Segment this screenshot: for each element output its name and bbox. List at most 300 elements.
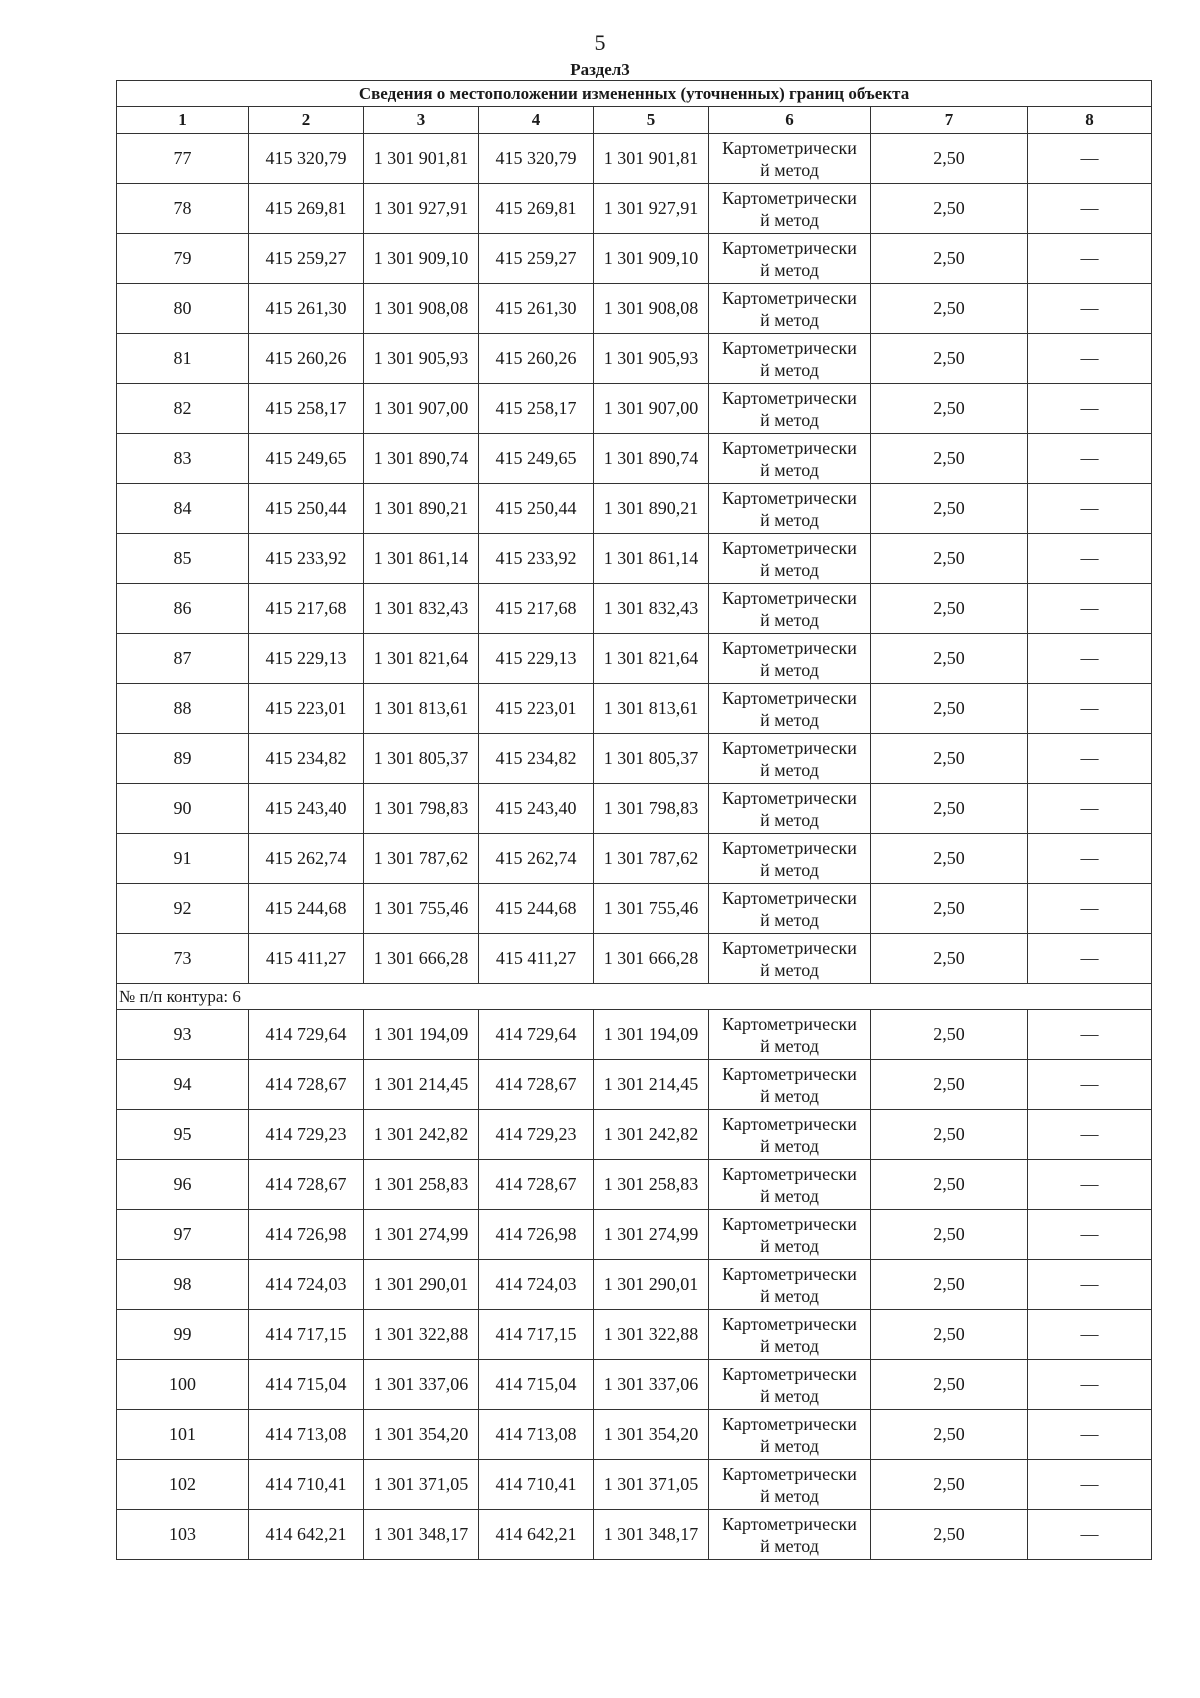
table-caption: Сведения о местоположении измененных (уточненных) границ объекта: [117, 81, 1152, 107]
table-row: [117, 534, 1152, 584]
method-cell: [709, 1510, 871, 1560]
accuracy-cell: 2,50: [871, 584, 1028, 634]
method-cell: [709, 184, 871, 234]
method-line-1: Картометрически: [722, 1113, 857, 1134]
note-cell: [1028, 1010, 1152, 1060]
dash-mark: —: [1080, 298, 1099, 318]
method-line-1: Картометрически: [722, 487, 857, 508]
y-new-cell: 1 301 861,14: [594, 534, 709, 584]
y-old-cell: 1 301 371,05: [364, 1460, 479, 1510]
note-cell: [1028, 634, 1152, 684]
y-new-cell: 1 301 787,62: [594, 834, 709, 884]
y-old-cell: 1 301 909,10: [364, 234, 479, 284]
point-number-cell: 102: [117, 1460, 249, 1510]
y-old-cell: 1 301 787,62: [364, 834, 479, 884]
method-line-2: й метод: [760, 459, 819, 480]
x-old-cell: 414 728,67: [249, 1160, 364, 1210]
accuracy-cell: 2,50: [871, 1360, 1028, 1410]
point-number-cell: 88: [117, 684, 249, 734]
note-cell: [1028, 534, 1152, 584]
method-line-1: Картометрически: [722, 1013, 857, 1034]
x-new-cell: 415 320,79: [479, 134, 594, 184]
point-number-cell: 91: [117, 834, 249, 884]
method-line-1: Картометрически: [722, 1063, 857, 1084]
method-cell: [709, 534, 871, 584]
method-cell: [709, 1310, 871, 1360]
table-row: [117, 1510, 1152, 1560]
dash-mark: —: [1080, 1024, 1099, 1044]
y-old-cell: 1 301 832,43: [364, 584, 479, 634]
x-new-cell: 415 249,65: [479, 434, 594, 484]
method-cell: [709, 434, 871, 484]
method-cell: [709, 734, 871, 784]
contour-row: [117, 984, 1152, 1010]
point-number-cell: 84: [117, 484, 249, 534]
dash-mark: —: [1080, 498, 1099, 518]
x-old-cell: 415 234,82: [249, 734, 364, 784]
method-line-2: й метод: [760, 409, 819, 430]
y-old-cell: 1 301 258,83: [364, 1160, 479, 1210]
point-number-cell: 93: [117, 1010, 249, 1060]
point-number-cell: 86: [117, 584, 249, 634]
y-old-cell: 1 301 337,06: [364, 1360, 479, 1410]
method-cell: [709, 1060, 871, 1110]
method-line-1: Картометрически: [722, 537, 857, 558]
y-new-cell: 1 301 242,82: [594, 1110, 709, 1160]
point-number-cell: 82: [117, 384, 249, 434]
table-row: [117, 1460, 1152, 1510]
y-old-cell: 1 301 927,91: [364, 184, 479, 234]
table-row: [117, 234, 1152, 284]
y-new-cell: 1 301 907,00: [594, 384, 709, 434]
method-line-2: й метод: [760, 1235, 819, 1256]
y-old-cell: 1 301 890,74: [364, 434, 479, 484]
table-row: [117, 884, 1152, 934]
method-line-2: й метод: [760, 1185, 819, 1206]
accuracy-cell: 2,50: [871, 284, 1028, 334]
column-header: 7: [871, 107, 1028, 134]
dash-mark: —: [1080, 898, 1099, 918]
note-cell: [1028, 584, 1152, 634]
table-body: [117, 81, 1152, 1560]
table-row: [117, 134, 1152, 184]
note-cell: [1028, 234, 1152, 284]
method-cell: [709, 684, 871, 734]
table-row: [117, 334, 1152, 384]
dash-mark: —: [1080, 748, 1099, 768]
note-cell: [1028, 1110, 1152, 1160]
method-line-2: й метод: [760, 259, 819, 280]
method-line-1: Картометрически: [722, 1513, 857, 1534]
accuracy-cell: 2,50: [871, 384, 1028, 434]
y-new-cell: 1 301 901,81: [594, 134, 709, 184]
x-old-cell: 415 258,17: [249, 384, 364, 434]
y-new-cell: 1 301 905,93: [594, 334, 709, 384]
table-row: [117, 384, 1152, 434]
table-row: [117, 1410, 1152, 1460]
dash-mark: —: [1080, 1074, 1099, 1094]
accuracy-cell: 2,50: [871, 1460, 1028, 1510]
point-number-cell: 80: [117, 284, 249, 334]
method-cell: [709, 384, 871, 434]
table-row: [117, 1310, 1152, 1360]
y-new-cell: 1 301 290,01: [594, 1260, 709, 1310]
table-row: [117, 1160, 1152, 1210]
table-row: [117, 434, 1152, 484]
y-old-cell: 1 301 890,21: [364, 484, 479, 534]
coordinates-table: [116, 80, 1152, 1560]
dash-mark: —: [1080, 148, 1099, 168]
note-cell: [1028, 1310, 1152, 1360]
note-cell: [1028, 284, 1152, 334]
method-cell: [709, 234, 871, 284]
note-cell: [1028, 1410, 1152, 1460]
column-header: 4: [479, 107, 594, 134]
method-line-2: й метод: [760, 509, 819, 530]
x-old-cell: 414 717,15: [249, 1310, 364, 1360]
x-old-cell: 414 729,64: [249, 1010, 364, 1060]
x-old-cell: 414 642,21: [249, 1510, 364, 1560]
y-old-cell: 1 301 861,14: [364, 534, 479, 584]
method-line-2: й метод: [760, 1435, 819, 1456]
x-old-cell: 414 713,08: [249, 1410, 364, 1460]
method-cell: [709, 1410, 871, 1460]
method-line-1: Картометрически: [722, 837, 857, 858]
x-old-cell: 415 411,27: [249, 934, 364, 984]
x-old-cell: 415 320,79: [249, 134, 364, 184]
y-old-cell: 1 301 905,93: [364, 334, 479, 384]
method-cell: [709, 784, 871, 834]
y-new-cell: 1 301 666,28: [594, 934, 709, 984]
x-new-cell: 414 724,03: [479, 1260, 594, 1310]
method-cell: [709, 934, 871, 984]
y-old-cell: 1 301 242,82: [364, 1110, 479, 1160]
table-row: [117, 1260, 1152, 1310]
table-row: [117, 1010, 1152, 1060]
table-row: [117, 784, 1152, 834]
y-new-cell: 1 301 927,91: [594, 184, 709, 234]
table-row: [117, 1110, 1152, 1160]
point-number-cell: 83: [117, 434, 249, 484]
accuracy-cell: 2,50: [871, 784, 1028, 834]
method-line-1: Картометрически: [722, 1363, 857, 1384]
method-cell: [709, 334, 871, 384]
note-cell: [1028, 834, 1152, 884]
y-old-cell: 1 301 354,20: [364, 1410, 479, 1460]
x-new-cell: 415 250,44: [479, 484, 594, 534]
x-new-cell: 415 244,68: [479, 884, 594, 934]
x-new-cell: 415 223,01: [479, 684, 594, 734]
method-line-2: й метод: [760, 1535, 819, 1556]
accuracy-cell: 2,50: [871, 1160, 1028, 1210]
y-old-cell: 1 301 805,37: [364, 734, 479, 784]
note-cell: [1028, 684, 1152, 734]
x-new-cell: 414 728,67: [479, 1160, 594, 1210]
note-cell: [1028, 334, 1152, 384]
note-cell: [1028, 1060, 1152, 1110]
dash-mark: —: [1080, 1474, 1099, 1494]
x-new-cell: 415 217,68: [479, 584, 594, 634]
accuracy-cell: 2,50: [871, 234, 1028, 284]
accuracy-cell: 2,50: [871, 1210, 1028, 1260]
note-cell: [1028, 784, 1152, 834]
table-row: [117, 634, 1152, 684]
method-line-1: Картометрически: [722, 187, 857, 208]
accuracy-cell: 2,50: [871, 434, 1028, 484]
x-new-cell: 415 269,81: [479, 184, 594, 234]
method-line-2: й метод: [760, 1035, 819, 1056]
y-new-cell: 1 301 214,45: [594, 1060, 709, 1110]
dash-mark: —: [1080, 1374, 1099, 1394]
dash-mark: —: [1080, 648, 1099, 668]
method-line-2: й метод: [760, 159, 819, 180]
method-cell: [709, 834, 871, 884]
method-line-2: й метод: [760, 559, 819, 580]
section-title: Раздел3: [570, 60, 630, 79]
accuracy-cell: 2,50: [871, 834, 1028, 884]
method-line-2: й метод: [760, 1085, 819, 1106]
method-cell: [709, 284, 871, 334]
table-row: [117, 834, 1152, 884]
column-header: 5: [594, 107, 709, 134]
dash-mark: —: [1080, 1324, 1099, 1344]
method-cell: [709, 884, 871, 934]
method-line-1: Картометрически: [722, 1413, 857, 1434]
y-new-cell: 1 301 813,61: [594, 684, 709, 734]
method-line-1: Картометрически: [722, 437, 857, 458]
method-line-2: й метод: [760, 959, 819, 980]
table-row: [117, 734, 1152, 784]
method-cell: [709, 1110, 871, 1160]
method-line-1: Картометрически: [722, 237, 857, 258]
x-old-cell: 415 260,26: [249, 334, 364, 384]
x-old-cell: 414 728,67: [249, 1060, 364, 1110]
dash-mark: —: [1080, 348, 1099, 368]
x-new-cell: 415 234,82: [479, 734, 594, 784]
accuracy-cell: 2,50: [871, 134, 1028, 184]
method-cell: [709, 484, 871, 534]
accuracy-cell: 2,50: [871, 684, 1028, 734]
method-line-1: Картометрически: [722, 287, 857, 308]
note-cell: [1028, 1210, 1152, 1260]
method-line-1: Картометрически: [722, 937, 857, 958]
note-cell: [1028, 384, 1152, 434]
accuracy-cell: 2,50: [871, 1110, 1028, 1160]
method-cell: [709, 1360, 871, 1410]
dash-mark: —: [1080, 1174, 1099, 1194]
point-number-cell: 99: [117, 1310, 249, 1360]
x-old-cell: 415 229,13: [249, 634, 364, 684]
x-old-cell: 415 217,68: [249, 584, 364, 634]
dash-mark: —: [1080, 948, 1099, 968]
contour-label: № п/п контура: 6: [117, 984, 1152, 1010]
method-line-1: Картометрически: [722, 387, 857, 408]
method-line-2: й метод: [760, 609, 819, 630]
note-cell: [1028, 184, 1152, 234]
dash-mark: —: [1080, 848, 1099, 868]
method-line-1: Картометрически: [722, 1313, 857, 1334]
point-number-cell: 85: [117, 534, 249, 584]
x-new-cell: 415 260,26: [479, 334, 594, 384]
dash-mark: —: [1080, 548, 1099, 568]
method-cell: [709, 134, 871, 184]
method-line-1: Картометрически: [722, 1263, 857, 1284]
y-old-cell: 1 301 666,28: [364, 934, 479, 984]
x-old-cell: 414 729,23: [249, 1110, 364, 1160]
y-new-cell: 1 301 274,99: [594, 1210, 709, 1260]
dash-mark: —: [1080, 448, 1099, 468]
method-cell: [709, 1160, 871, 1210]
x-new-cell: 415 261,30: [479, 284, 594, 334]
accuracy-cell: 2,50: [871, 934, 1028, 984]
y-new-cell: 1 301 322,88: [594, 1310, 709, 1360]
x-old-cell: 415 250,44: [249, 484, 364, 534]
method-line-1: Картометрически: [722, 587, 857, 608]
point-number-cell: 100: [117, 1360, 249, 1410]
column-header: 2: [249, 107, 364, 134]
y-new-cell: 1 301 821,64: [594, 634, 709, 684]
x-old-cell: 414 715,04: [249, 1360, 364, 1410]
accuracy-cell: 2,50: [871, 184, 1028, 234]
method-line-2: й метод: [760, 1135, 819, 1156]
x-old-cell: 415 261,30: [249, 284, 364, 334]
note-cell: [1028, 884, 1152, 934]
accuracy-cell: 2,50: [871, 1310, 1028, 1360]
accuracy-cell: 2,50: [871, 334, 1028, 384]
y-old-cell: 1 301 907,00: [364, 384, 479, 434]
method-line-2: й метод: [760, 909, 819, 930]
table-row: [117, 684, 1152, 734]
method-line-2: й метод: [760, 759, 819, 780]
point-number-cell: 78: [117, 184, 249, 234]
x-old-cell: 415 233,92: [249, 534, 364, 584]
accuracy-cell: 2,50: [871, 534, 1028, 584]
point-number-cell: 77: [117, 134, 249, 184]
point-number-cell: 97: [117, 1210, 249, 1260]
method-line-2: й метод: [760, 1285, 819, 1306]
accuracy-cell: 2,50: [871, 1010, 1028, 1060]
column-header: 6: [709, 107, 871, 134]
table-header-row: [117, 107, 1152, 134]
x-new-cell: 414 729,64: [479, 1010, 594, 1060]
x-old-cell: 415 243,40: [249, 784, 364, 834]
accuracy-cell: 2,50: [871, 1510, 1028, 1560]
method-cell: [709, 1260, 871, 1310]
method-line-2: й метод: [760, 1385, 819, 1406]
method-line-1: Картометрически: [722, 637, 857, 658]
method-line-2: й метод: [760, 659, 819, 680]
y-old-cell: 1 301 274,99: [364, 1210, 479, 1260]
method-line-2: й метод: [760, 1335, 819, 1356]
method-line-1: Картометрически: [722, 687, 857, 708]
method-line-1: Картометрически: [722, 1463, 857, 1484]
y-new-cell: 1 301 890,21: [594, 484, 709, 534]
method-line-1: Картометрически: [722, 737, 857, 758]
dash-mark: —: [1080, 698, 1099, 718]
method-line-1: Картометрически: [722, 787, 857, 808]
accuracy-cell: 2,50: [871, 484, 1028, 534]
method-cell: [709, 584, 871, 634]
point-number-cell: 89: [117, 734, 249, 784]
dash-mark: —: [1080, 248, 1099, 268]
point-number-cell: 94: [117, 1060, 249, 1110]
y-new-cell: 1 301 890,74: [594, 434, 709, 484]
method-line-1: Картометрически: [722, 337, 857, 358]
method-line-2: й метод: [760, 709, 819, 730]
accuracy-cell: 2,50: [871, 1410, 1028, 1460]
dash-mark: —: [1080, 1224, 1099, 1244]
x-new-cell: 414 713,08: [479, 1410, 594, 1460]
method-cell: [709, 1460, 871, 1510]
note-cell: [1028, 434, 1152, 484]
point-number-cell: 73: [117, 934, 249, 984]
method-cell: [709, 1210, 871, 1260]
y-new-cell: 1 301 194,09: [594, 1010, 709, 1060]
x-new-cell: 415 262,74: [479, 834, 594, 884]
table-row: [117, 1360, 1152, 1410]
y-old-cell: 1 301 348,17: [364, 1510, 479, 1560]
table-row: [117, 284, 1152, 334]
dash-mark: —: [1080, 1124, 1099, 1144]
note-cell: [1028, 934, 1152, 984]
y-new-cell: 1 301 908,08: [594, 284, 709, 334]
column-header: 8: [1028, 107, 1152, 134]
x-new-cell: 414 726,98: [479, 1210, 594, 1260]
note-cell: [1028, 484, 1152, 534]
x-new-cell: 414 728,67: [479, 1060, 594, 1110]
x-old-cell: 414 724,03: [249, 1260, 364, 1310]
y-new-cell: 1 301 798,83: [594, 784, 709, 834]
dash-mark: —: [1080, 598, 1099, 618]
column-header: 3: [364, 107, 479, 134]
table-row: [117, 484, 1152, 534]
y-old-cell: 1 301 901,81: [364, 134, 479, 184]
column-header: 1: [117, 107, 249, 134]
accuracy-cell: 2,50: [871, 1060, 1028, 1110]
point-number-cell: 98: [117, 1260, 249, 1310]
y-old-cell: 1 301 821,64: [364, 634, 479, 684]
note-cell: [1028, 1460, 1152, 1510]
note-cell: [1028, 1260, 1152, 1310]
accuracy-cell: 2,50: [871, 634, 1028, 684]
point-number-cell: 96: [117, 1160, 249, 1210]
x-old-cell: 414 710,41: [249, 1460, 364, 1510]
table-row: [117, 584, 1152, 634]
x-new-cell: 415 233,92: [479, 534, 594, 584]
table-row: [117, 1060, 1152, 1110]
x-new-cell: 415 259,27: [479, 234, 594, 284]
table-row: [117, 184, 1152, 234]
note-cell: [1028, 1510, 1152, 1560]
method-cell: [709, 634, 871, 684]
point-number-cell: 95: [117, 1110, 249, 1160]
x-new-cell: 414 717,15: [479, 1310, 594, 1360]
y-new-cell: 1 301 832,43: [594, 584, 709, 634]
x-new-cell: 414 710,41: [479, 1460, 594, 1510]
method-line-2: й метод: [760, 1485, 819, 1506]
method-line-1: Картометрически: [722, 137, 857, 158]
y-new-cell: 1 301 337,06: [594, 1360, 709, 1410]
y-old-cell: 1 301 798,83: [364, 784, 479, 834]
dash-mark: —: [1080, 198, 1099, 218]
method-line-2: й метод: [760, 359, 819, 380]
note-cell: [1028, 1160, 1152, 1210]
method-line-2: й метод: [760, 309, 819, 330]
x-new-cell: 415 229,13: [479, 634, 594, 684]
method-line-1: Картометрически: [722, 1163, 857, 1184]
y-old-cell: 1 301 322,88: [364, 1310, 479, 1360]
y-old-cell: 1 301 908,08: [364, 284, 479, 334]
